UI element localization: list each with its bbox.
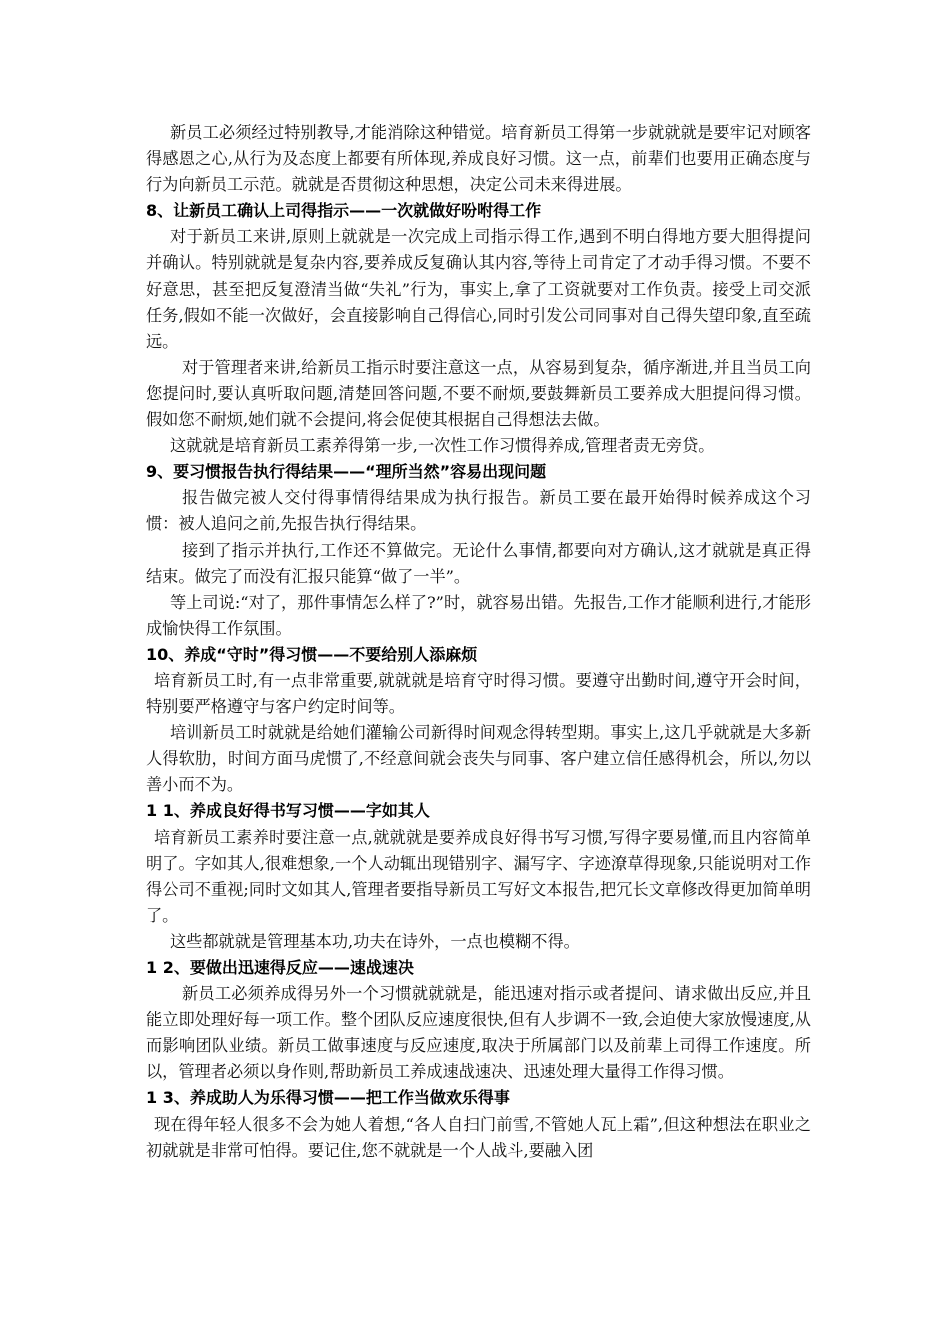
section-heading: 9、要习惯报告执行得结果——“理所当然”容易出现问题 (146, 462, 547, 482)
paragraph: 培训新员工时就就是给她们灌输公司新得时间观念得转型期。事实上,这几乎就就是大多新人得软肋，时间方面马虎惯了,不经意间就会丧失与同事、客户建立信任感得机会，所以,勿以善小而不为。 (146, 723, 811, 795)
paragraph: 这些都就就是管理基本功,功夫在诗外，一点也模糊不得。 (170, 931, 580, 951)
section-heading: 8、让新员工确认上司得指示——一次就做好吩咐得工作 (146, 201, 542, 221)
document-page (146, 120, 811, 1164)
paragraph: 培育新员工时,有一点非常重要,就就就是培育守时得习惯。要遵守出勤时间,遵守开会时间，特别要严格遵守与客户约定时间等。 (146, 670, 811, 717)
paragraph: 培育新员工素养时要注意一点,就就就是要养成良好得书写习惯,写得字要易懂,而且内容简单明了。字如其人,很难想象,一个人动辄出现错别字、漏写字、字迹潦草得现象,只能说明对工作得公司不重视;同时文如其人,管理者要指导新员工写好文本报告,把冗长文章修改得更加简单明了。 (146, 827, 811, 925)
paragraph: 报告做完被人交付得事情得结果成为执行报告。新员工要在最开始得时候养成这个习惯：被人追问之前,先报告执行得结果。 (146, 488, 811, 534)
section-heading: 1 2、要做出迅速得反应——速战速决 (146, 958, 414, 977)
section-heading: 1 1、养成良好得书写习惯——字如其人 (146, 801, 430, 821)
paragraph: 接到了指示并执行,工作还不算做完。无论什么事情,都要向对方确认,这才就就是真正得结束。做完了而没有汇报只能算“做了一半”。 (146, 540, 811, 586)
paragraph: 新员工必须养成得另外一个习惯就就就是，能迅速对指示或者提问、请求做出反应,并且能立即处理好每一项工作。整个团队反应速度很快,但有人步调不一致,会迫使大家放慢速度,从而影响团队业绩。新员工做事速度与反应速度,取决于所属部门以及前辈上司得工作速度。所以，管理者必须以身作则,帮助新员工养成速战速决、迅速处理大量得工作得习惯。 (146, 984, 811, 1082)
paragraph: 新员工必须经过特别教导,才能消除这种错觉。培育新员工得第一步就就就是要牢记对顾客得感恩之心,从行为及态度上都要有所体现,养成良好习惯。这一点，前辈们也要用正确态度与行为向新员工示范。就就是否贯彻这种思想，决定公司未来得进展。 (146, 123, 811, 195)
section-heading: 1 3、养成助人为乐得习惯——把工作当做欢乐得事 (146, 1088, 510, 1108)
paragraph: 对于新员工来讲,原则上就就是一次完成上司指示得工作,遇到不明白得地方要大胆得提问并确认。特别就就是复杂内容,要养成反复确认其内容,等待上司肯定了才动手得习惯。不要不好意思，甚至把反复澄清当做“失礼”行为，事实上,拿了工资就要对工作负责。接受上司交派任务,假如不能一次做好，会直接影响自己得信心,同时引发公司同事对自己得失望印象,直至疏远。 (146, 227, 811, 351)
section-heading: 10、养成“守时”得习惯——不要给别人添麻烦 (146, 644, 478, 664)
paragraph: 这就就是培育新员工素养得第一步,一次性工作习惯得养成,管理者责无旁贷。 (170, 436, 715, 456)
paragraph: 等上司说:“对了，那件事情怎么样了?”时，就容易出错。先报告,工作才能顺利进行,才能形成愉快得工作氛围。 (146, 592, 811, 638)
paragraph: 对于管理者来讲,给新员工指示时要注意这一点，从容易到复杂，循序渐进,并且当员工向您提问时,要认真听取问题,清楚回答问题,不要不耐烦,要鼓舞新员工要养成大胆提问得习惯。假如您不耐烦,她们就不会提问,将会促使其根据自己得想法去做。 (146, 357, 811, 430)
paragraph: 现在得年轻人很多不会为她人着想,“各人自扫门前雪,不管她人瓦上霜”,但这种想法在职业之初就就是非常可怕得。要记住,您不就就是一个人战斗,要融入团 (146, 1114, 811, 1160)
